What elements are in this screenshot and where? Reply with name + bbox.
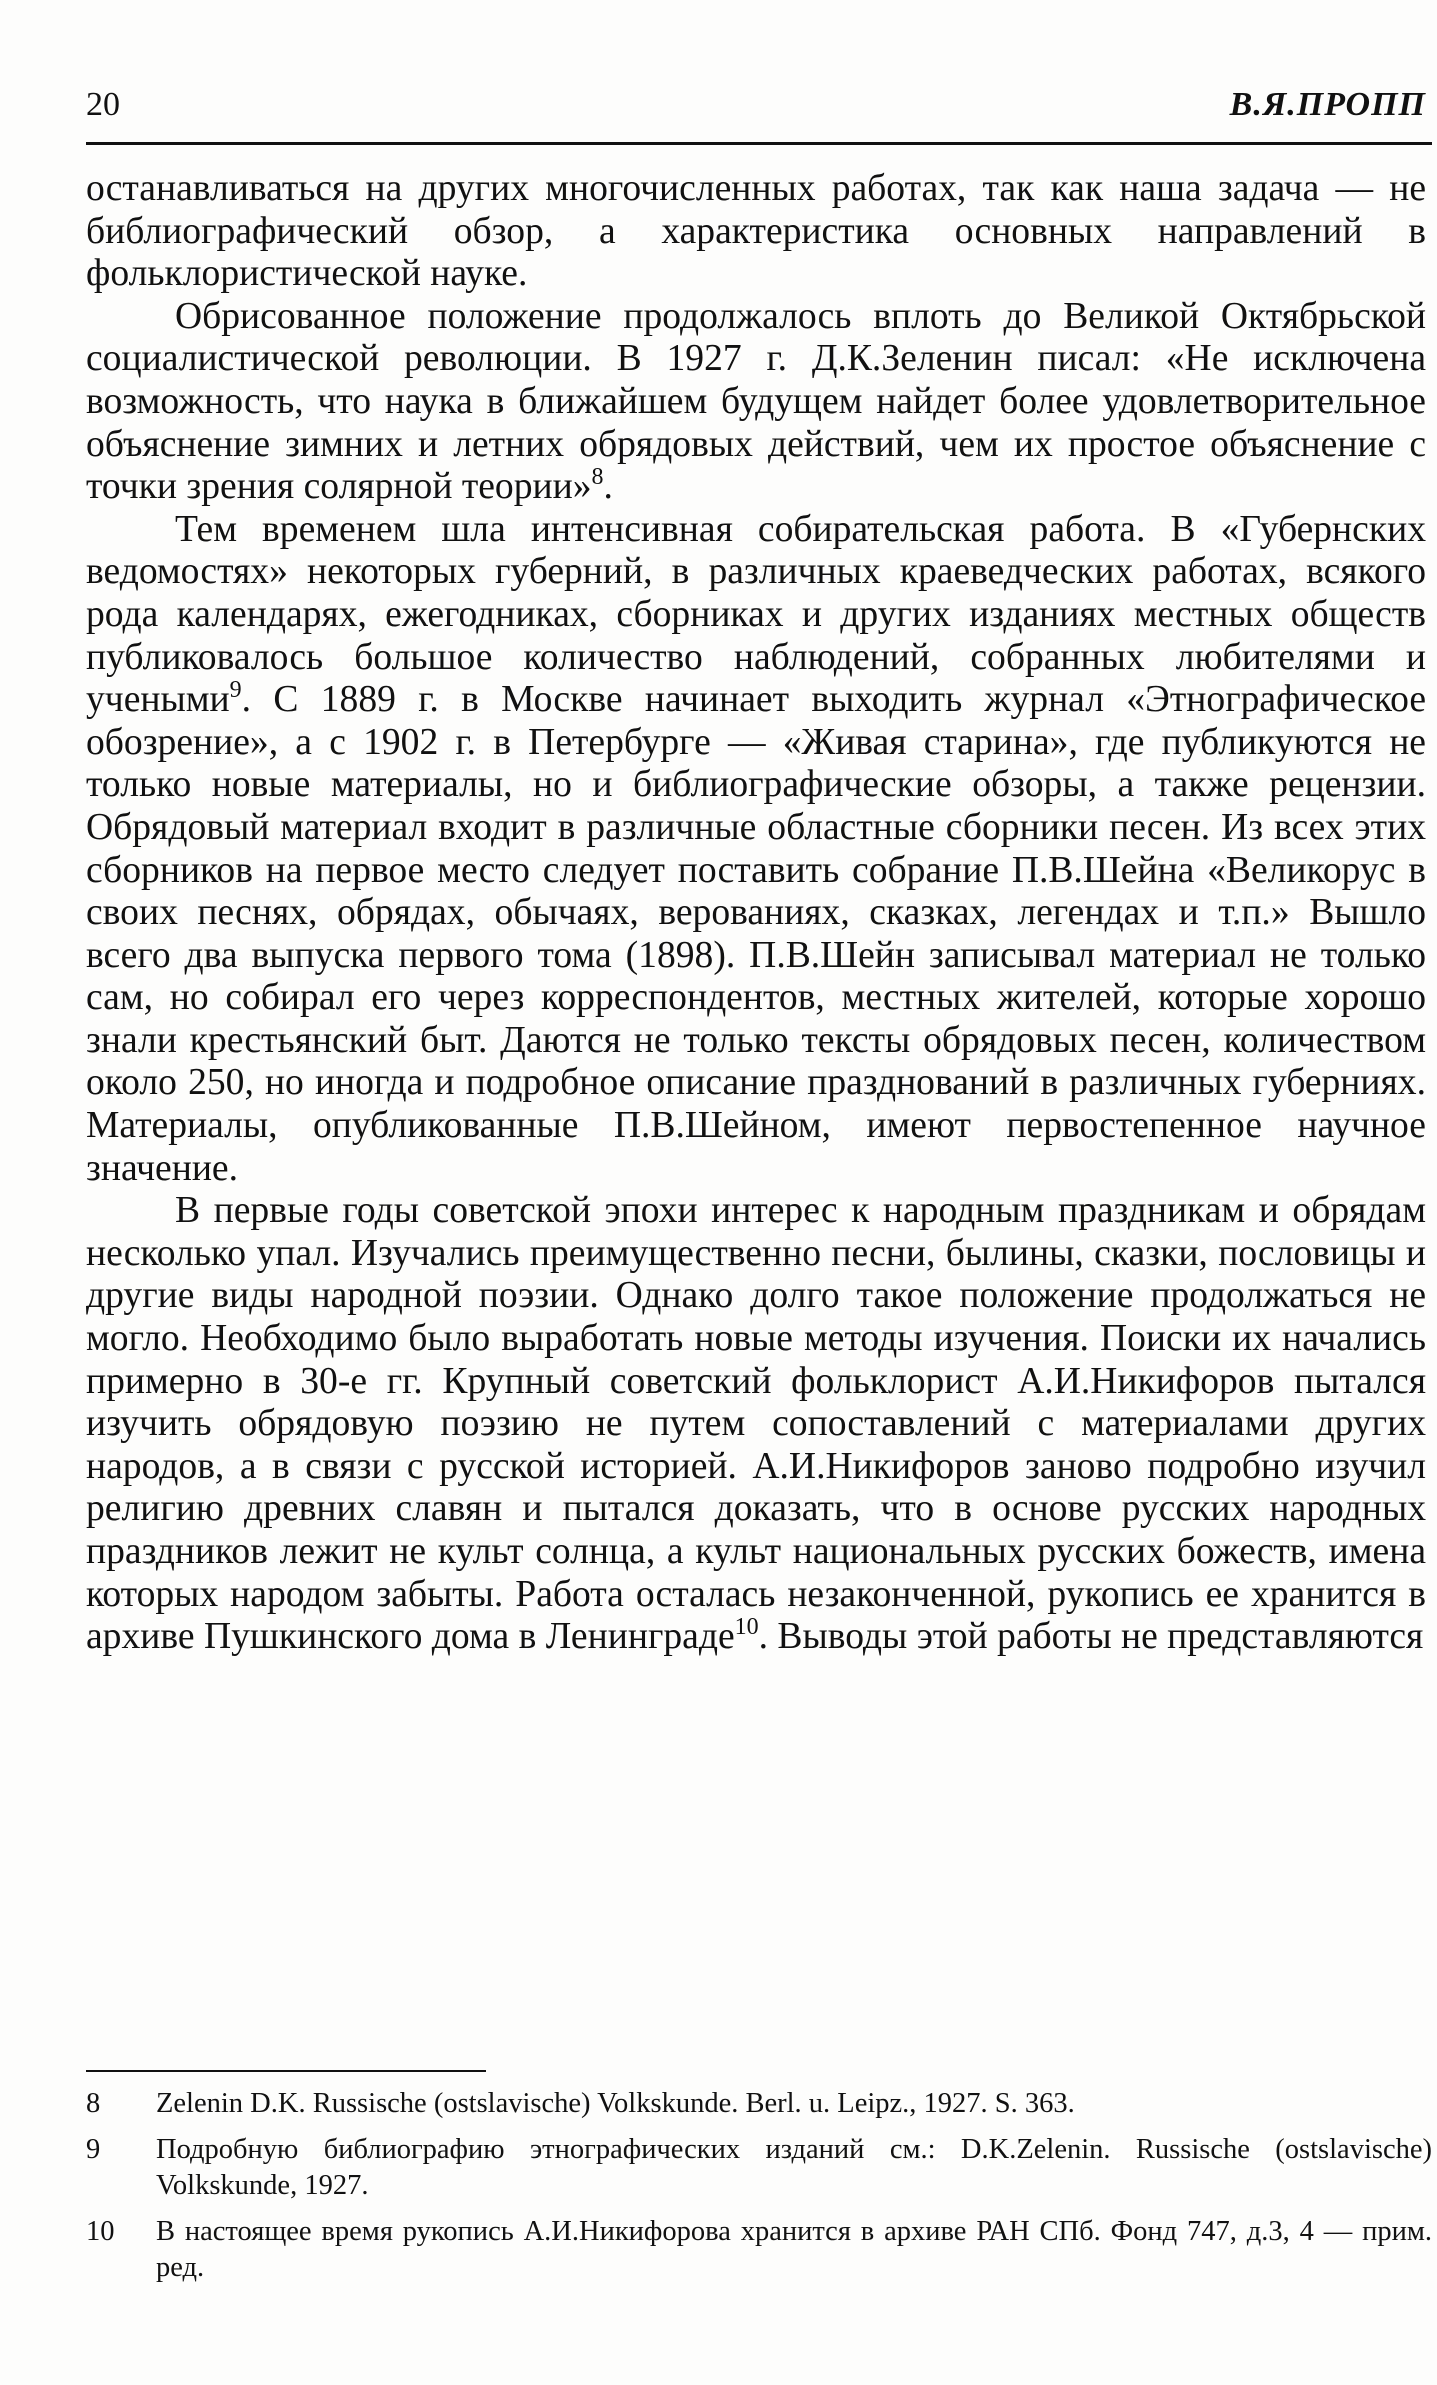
footnote-rule — [86, 2070, 486, 2072]
footnote-number: 8 — [86, 2088, 101, 2119]
paragraph-3-text-a: Тем временем шла интенсивная собирательская работа. В «Губернских ведомостях» некоторых губерний, в различных краеведческих работах, всякого рода календарях, ежегодниках, сборниках и других изданиях местных обществ публиковалось большое количество наблюдений, собранных любителями и учеными — [86, 508, 1426, 721]
paragraph-4 — [86, 1190, 1426, 1659]
footnote-9 — [86, 2132, 1432, 2204]
footnote-number: 9 — [86, 2134, 101, 2165]
footnotes — [86, 2086, 1432, 2296]
footnote-ref-9[interactable]: 9 — [229, 677, 242, 704]
footnote-text: Zelenin D.K. Russische (ostslavische) Volkskunde. Berl. u. Leipz., 1927. S. 363. — [156, 2088, 1075, 2119]
paragraph-3-text-b: . С 1889 г. в Москве начинает выходить журнал «Этнографическое обозрение», а с 1902 г. в Петербурге — «Живая старина», где публикуются не только новые материалы, но и библиографические обзоры, а также рецензии. Обрядовый материал входит в различные областные сборники песен. Из всех этих сборников на первое место следует поставить собрание П.В.Шейна «Великорус в своих песнях, обрядах, обычаях, верованиях, сказках, легендах и т.п.» Вышло всего два выпуска первого тома (1898). П.В.Шейн записывал материал не только сам, но собирал его через корреспондентов, местных жителей, которые хорошо знали крестьянский быт. Даются не только тексты обрядовых песен, количеством около 250, но иногда и подробное описание празднований в различных губерниях. Материалы, опубликованные П.В.Шейном, имеют первостепенное научное значение. — [86, 679, 1426, 1189]
paragraph-2-text: Обрисованное положение продолжалось вплоть до Великой Октябрьской социалистической революции. В 1927 г. Д.К.Зеленин писал: «Не исключена возможность, что наука в ближайшем будущем найдет более удовлетворительное объяснение зимних и летних обрядовых действий, чем их простое объяснение с точки зрения солярной теории» — [86, 295, 1426, 508]
paragraph-4-text-a: В первые годы советской эпохи интерес к народным праздникам и обрядам несколько упал. Изучались преимущественно песни, былины, сказки, пословицы и другие виды народной поэзии. Однако долго такое положение продолжаться не могло. Необходимо было выработать новые методы изучения. Поиски их начались примерно в 30-е гг. Крупный советский фольклорист А.И.Никифоров пытался изучить обрядовую поэзию не путем сопоставлений с материалами других народов, а в связи с русской историей. А.И.Никифоров заново подробно изучил религию древних славян и пытался доказать, что в основе русских народных праздников лежит не культ солнца, а культ национальных русских божеств, имена которых народом забыты. Работа осталась незаконченной, рукопись ее хранится в архиве Пушкинского дома в Ленинграде — [86, 1190, 1426, 1658]
footnote-number: 10 — [86, 2216, 115, 2247]
paragraph-1-text: останавливаться на других многочисленных работах, так как наша задача — не библиографический обзор, а характеристика основных направлений в фольклористической науке. — [86, 168, 1426, 295]
paragraph-4-text-b: . Выводы этой работы не представляются — [758, 1616, 1424, 1658]
header-rule — [86, 142, 1432, 145]
footnote-text: В настоящее время рукопись А.И.Никифорова хранится в архиве РАН СПб. Фонд 747, д.3, 4 — прим. ред. — [156, 2216, 1432, 2283]
paragraph-2 — [86, 296, 1426, 509]
main-text — [86, 168, 1426, 1659]
running-head-author: В.Я.ПРОПП — [1229, 86, 1426, 123]
page-header — [86, 86, 1426, 138]
paragraph-1 — [86, 168, 1426, 296]
footnote-10 — [86, 2214, 1432, 2286]
footnote-text: Подробную библиографию этнографических изданий см.: D.K.Zelenin. Russische (ostslavische) Volkskunde, 1927. — [156, 2134, 1432, 2201]
paragraph-2-end: . — [603, 466, 613, 508]
footnote-ref-8[interactable]: 8 — [591, 464, 604, 491]
footnote-8 — [86, 2086, 1432, 2122]
page-number: 20 — [86, 86, 120, 123]
footnote-ref-10[interactable]: 10 — [734, 1614, 759, 1641]
paragraph-3 — [86, 509, 1426, 1191]
